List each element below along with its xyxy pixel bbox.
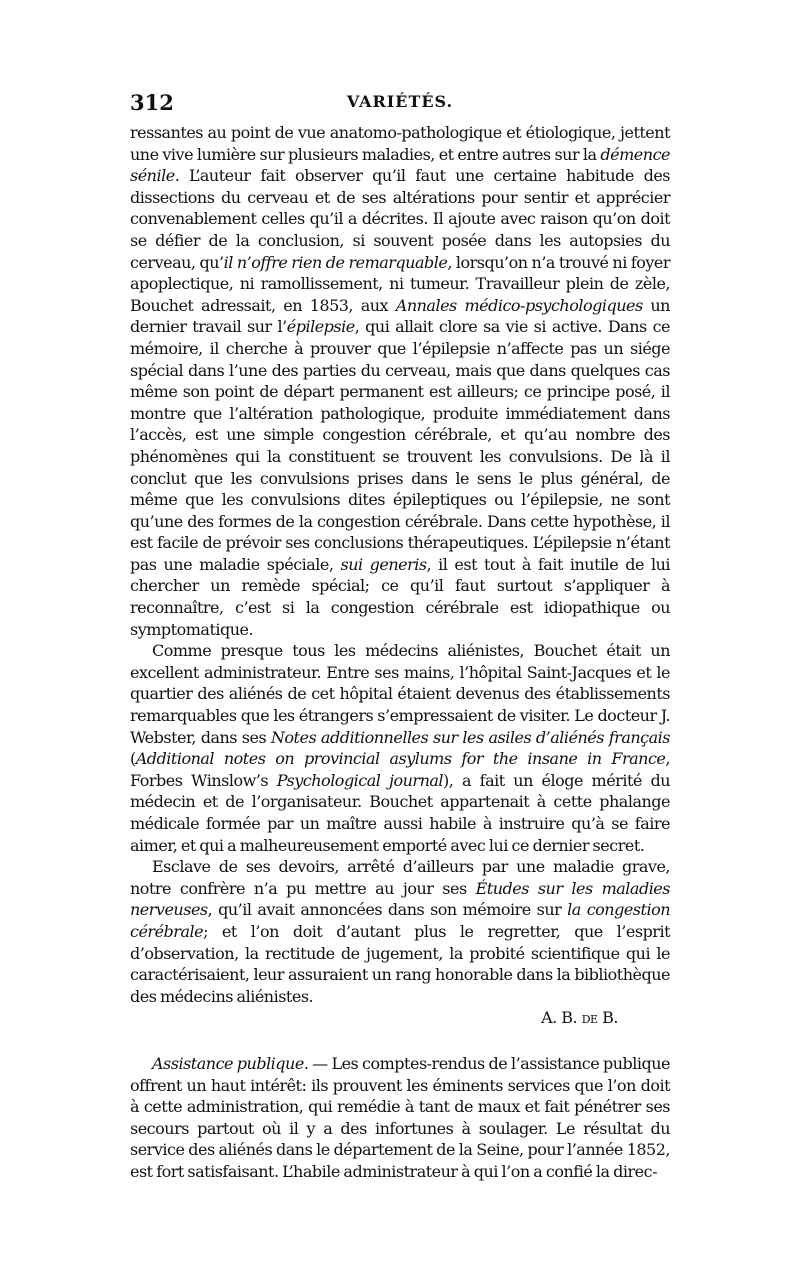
text-run: . L’auteur fait observer qu’il faut une certaine habitude des dissections du cerveau et de ses altérations pour sentir et apprécier convenablement celles qu’il a décrites. Il ajoute avec raison qu’on doit se défier de la conclusion, si souvent posée dans les autopsies du cerveau, qu’: [130, 166, 670, 272]
italic-run: épilepsie: [286, 317, 355, 337]
italic-run: Additional notes on provincial asylums for the insane in France: [135, 749, 666, 769]
text-run: , lorsqu’on n’a trouvé ni foyer apoplectique, ni ramollissement, ni tumeur. Travailleur plein de zèle, Bouchet adressait, en 1853, aux: [130, 252, 671, 315]
page-body: [130, 122, 670, 1183]
author-signature: A. B. de B.: [541, 1008, 618, 1028]
italic-run: Assistance publique: [152, 1053, 304, 1073]
text-run: , il est tout à fait inutile de lui chercher un remède spécial; ce qu’il faut surtout s’appliquer à reconnaître, c’est si la congestion cérébrale est idiopathique ou symptomatique.: [130, 554, 670, 639]
italic-run: Annales médico-psychologiques: [395, 295, 643, 315]
running-title: VARIÉTÉS.: [346, 92, 454, 111]
text-run: , Forbes Winslow’s: [130, 749, 670, 790]
italic-run: Études sur les maladies nerveuses: [130, 878, 670, 920]
signature-line: [130, 1007, 670, 1029]
text-run: ), a fait un éloge mérité du médecin et de l’organisateur. Bouchet appartenait à cette phalange médicale formée par un maître aussi habile à instruire qu’à se faire aimer, et qui a malheureusement emporté avec lui ce dernier secret.: [130, 770, 671, 855]
italic-run: Psychological journal: [276, 770, 444, 790]
text-run: , qu’il avait annoncées dans son mémoire sur: [207, 900, 568, 920]
italic-run: la congestion cérébrale: [130, 900, 670, 941]
italic-run: Notes additionnelles sur les asiles d’aliénés français: [270, 727, 670, 747]
italic-run: démence sénile: [130, 144, 670, 186]
text-run: (: [130, 749, 136, 769]
text-run: , qui allait clore sa vie si active. Dans ce mémoire, il cherche à prouver que l’épilepsie n’affecte pas un siége spécial dans l’une des parties du cerveau, mais que dans quelques cas même son point de départ permanent est ailleurs; ce principe posé, il montre que l’altération pathologique, produite immédiatement dans l’accès, est une simple congestion cérébrale, et qu’au nombre des phénomènes qui la constituent se trouvent les convulsions. De là il conclut que les convulsions prises dans le sens le plus général, de même que les convulsions dites épileptiques ou l’épilepsie, ne sont qu’une des formes de la congestion cérébrale. Dans cette hypothèse, il est facile de prévoir ses conclusions thérapeutiques. L’épilepsie n’étant pas une maladie spéciale,: [130, 317, 671, 574]
section-gap: [130, 1029, 670, 1053]
text-run: Esclave de ses devoirs, arrêté d’ailleurs par une maladie grave, notre confrère n’a pu mettre au jour ses: [130, 857, 670, 898]
page-number: 312: [130, 90, 174, 115]
text-run: ressantes au point de vue anatomo-pathologique et étiologique, jettent une vive lumière sur plusieurs maladies, et entre autres sur la: [130, 123, 670, 164]
page-header: [130, 90, 670, 116]
text-run: un dernier travail sur l’: [130, 295, 670, 337]
text-run: Comme presque tous les médecins aliénistes, Bouchet était un excellent administrateur. Entre ses mains, l’hôpital Saint-Jacques et le quartier des aliénés de cet hôpital étaient devenus des établissements remarquables que les étrangers s’empressaient de visiter. Le docteur J. Webster, dans ses: [130, 641, 670, 747]
italic-run: sui generis: [340, 554, 427, 574]
italic-run: il n’offre rien de remarquable: [223, 252, 448, 272]
text-run: ; et l’on doit d’autant plus le regretter, que l’esprit d’observation, la rectitude de jugement, la probité scientifique qui le caractérisaient, leur assuraient un rang honorable dans la bibliothèque des médecins aliénistes.: [130, 921, 670, 1006]
text-run: . — Les comptes-rendus de l’assistance publique offrent un haut intérêt: ils prouvent les éminents services que l’on doit à cette administration, qui remédie à tant de maux et fait pénétrer ses secours partout où il y a des infortunes à soulager. Le résultat du service des aliénés dans le département de la Seine, pour l’année 1852, est fort satisfaisant. L’habile administrateur à qui l’on a confié la direc-: [130, 1053, 670, 1181]
paragraph-bouchet-works: [130, 122, 670, 640]
paragraph-assistance-publique: [130, 1053, 670, 1183]
paragraph-administrator: [130, 640, 670, 856]
paragraph-etudes: [130, 856, 670, 1007]
